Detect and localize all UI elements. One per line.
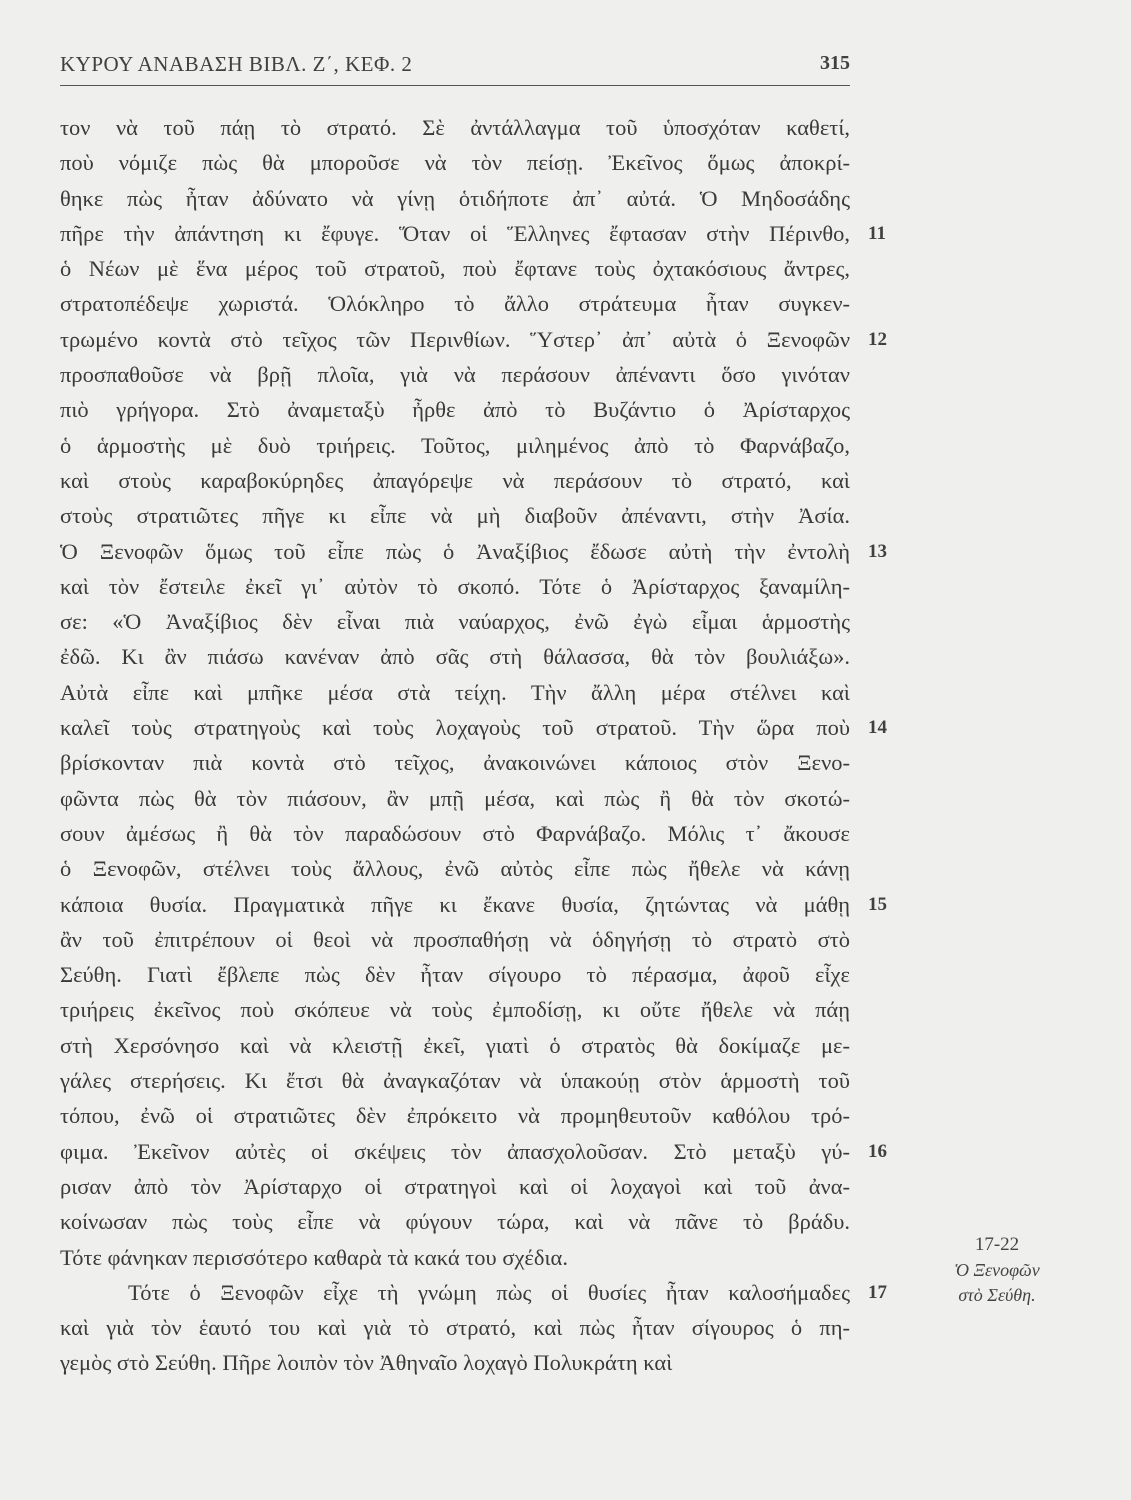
text-line: τόπου, ἐνῶ οἱ στρατιῶτες δὲν ἐπρόκειτο νὰ προμηθευτοῦν καθόλου τρό- (60, 1103, 850, 1129)
text-line: σε: «Ὁ Ἀναξίβιος δὲν εἶναι πιὰ ναύαρχος, ἐνῶ ἐγὼ εἶμαι ἁρμοστὴς (60, 609, 850, 635)
page-header (60, 52, 850, 84)
text-line: Τότε φάνηκαν περισσότερο καθαρὰ τὰ κακά του σχέδια. (60, 1244, 568, 1270)
sidenote-range: 17-22 (974, 1234, 1020, 1255)
text-line: ὁ ἁρμοστὴς μὲ δυὸ τριήρεις. Τοῦτος, μιλημένος ἀπὸ τὸ Φαρνάβαζο, (60, 432, 850, 458)
text-line: σουν ἀμέσως ἢ θὰ τὸν παραδώσουν στὸ Φαρνάβαζο. Μόλις τ᾽ ἄκουσε (60, 820, 850, 846)
text-line: ἂν τοῦ ἐπιτρέπουν οἱ θεοὶ νὰ προσπαθήσῃ νὰ ὁδηγήσῃ τὸ στρατὸ στὸ (60, 926, 850, 952)
section-number: 15 (868, 893, 887, 915)
text-line: βρίσκονταν πιὰ κοντὰ στὸ τεῖχος, ἀνακοινώνει κάποιος στὸν Ξενο- (60, 750, 850, 776)
text-line: θηκε πὼς ἦταν ἀδύνατο νὰ γίνῃ ὁτιδήποτε ἀπ᾽ αὐτά. Ὁ Μηδοσάδης (60, 185, 850, 211)
sidenote-title-line2: στὸ Σεύθη. (958, 1285, 1036, 1305)
text-line: στοὺς στρατιῶτες πῆγε κι εἶπε νὰ μὴ διαβοῦν ἀπέναντι, στὴν Ἀσία. (60, 503, 850, 529)
text-line: ποὺ νόμιζε πὼς θὰ μποροῦσε νὰ τὸν πείσῃ. Ἐκεῖνος ὅμως ἀποκρί- (60, 150, 850, 176)
section-number: 16 (868, 1140, 887, 1162)
text-line: προσπαθοῦσε νὰ βρῇ πλοῖα, γιὰ νὰ περάσουν ἀπέναντι ὅσο γινόταν (60, 362, 850, 388)
text-line: κάποια θυσία. Πραγματικὰ πῆγε κι ἔκανε θυσία, ζητώντας νὰ μάθῃ (60, 891, 850, 917)
text-line: ἐδῶ. Κι ἂν πιάσω κανέναν ἀπὸ σᾶς στὴ θάλασσα, θὰ τὸν βουλιάξω». (60, 644, 850, 670)
header-rule (60, 85, 850, 86)
text-line: Τότε ὁ Ξενοφῶν εἶχε τὴ γνώμη πὼς οἱ θυσίες ἦταν καλοσήμαδες (128, 1279, 850, 1305)
text-line: καὶ τὸν ἔστειλε ἐκεῖ γι᾽ αὐτὸν τὸ σκοπό. Τότε ὁ Ἀρίσταρχος ξαναμίλη- (60, 573, 850, 599)
text-line: φῶντα πὼς θὰ τὸν πιάσουν, ἂν μπῇ μέσα, καὶ πὼς ἢ θὰ τὸν σκοτώ- (60, 785, 850, 811)
sidenote (912, 1232, 1082, 1308)
text-line: τριήρεις ἐκεῖνος ποὺ σκόπευε νὰ τοὺς ἐμποδίσῃ, κι οὔτε ἤθελε νὰ πάῃ (60, 997, 850, 1023)
sidenote-title-line1: Ὁ Ξενοφῶν (954, 1260, 1040, 1280)
text-line: ὁ Νέων μὲ ἕνα μέρος τοῦ στρατοῦ, ποὺ ἔφτανε τοὺς ὀχτακόσιους ἄντρες, (60, 256, 850, 282)
section-number: 13 (868, 540, 887, 562)
text-line: στρατοπέδεψε χωριστά. Ὁλόκληρο τὸ ἄλλο στράτευμα ἦταν συγκεν- (60, 291, 850, 317)
text-line: κοίνωσαν πὼς τοὺς εἶπε νὰ φύγουν τώρα, καὶ νὰ πᾶνε τὸ βράδυ. (60, 1209, 850, 1235)
text-line: Σεύθη. Γιατὶ ἔβλεπε πὼς δὲν ἦταν σίγουρο τὸ πέρασμα, ἀφοῦ εἶχε (60, 962, 850, 988)
text-line: καὶ στοὺς καραβοκύρηδες ἀπαγόρεψε νὰ περάσουν τὸ στρατό, καὶ (60, 467, 850, 493)
text-line: Ὁ Ξενοφῶν ὅμως τοῦ εἶπε πὼς ὁ Ἀναξίβιος ἔδωσε αὐτὴ τὴν ἐντολὴ (60, 538, 850, 564)
text-line: γεμὸς στὸ Σεύθη. Πῆρε λοιπὸν τὸν Ἀθηναῖο λοχαγὸ Πολυκράτη καὶ (60, 1350, 673, 1376)
running-title: ΚΥΡΟΥ ΑΝΑΒΑΣΗ ΒΙΒΛ. Ζ΄, ΚΕΦ. 2 (60, 52, 413, 76)
text-line: ρισαν ἀπὸ τὸν Ἀρίσταρχο οἱ στρατηγοὶ καὶ οἱ λοχαγοὶ καὶ τοῦ ἀνα- (60, 1173, 850, 1199)
section-number: 17 (868, 1281, 887, 1303)
text-line: καλεῖ τοὺς στρατηγοὺς καὶ τοὺς λοχαγοὺς τοῦ στρατοῦ. Τὴν ὥρα ποὺ (60, 715, 850, 741)
text-line: Αὐτὰ εἶπε καὶ μπῆκε μέσα στὰ τείχη. Τὴν ἄλλη μέρα στέλνει καὶ (60, 679, 850, 705)
text-line: ὁ Ξενοφῶν, στέλνει τοὺς ἄλλους, ἐνῶ αὐτὸς εἶπε πὼς ἤθελε νὰ κάνῃ (60, 856, 850, 882)
page-number: 315 (820, 52, 850, 74)
text-line: στὴ Χερσόνησο καὶ νὰ κλειστῇ ἐκεῖ, γιατὶ ὁ στρατὸς θὰ δοκίμαζε με- (60, 1032, 850, 1058)
text-line: φιμα. Ἐκεῖνον αὐτὲς οἱ σκέψεις τὸν ἀπασχολοῦσαν. Στὸ μεταξὺ γύ- (60, 1138, 850, 1164)
text-line: πῆρε τὴν ἀπάντηση κι ἔφυγε. Ὅταν οἱ Ἕλληνες ἔφτασαν στὴν Πέρινθο, (60, 220, 850, 246)
text-line: καὶ γιὰ τὸν ἑαυτό του καὶ γιὰ τὸ στρατό, καὶ πὼς ἦταν σίγουρος ὁ πη- (60, 1315, 850, 1341)
body-text (60, 110, 850, 1381)
text-line: τον νὰ τοῦ πάῃ τὸ στρατό. Σὲ ἀντάλλαγμα τοῦ ὑποσχόταν καθετί, (60, 115, 850, 140)
section-number: 11 (868, 222, 886, 244)
section-number: 12 (868, 328, 887, 350)
text-line: γάλες στερήσεις. Κι ἔτσι θὰ ἀναγκαζόταν νὰ ὑπακούῃ στὸν ἁρμοστὴ τοῦ (60, 1068, 850, 1094)
text-line: τρωμένο κοντὰ στὸ τεῖχος τῶν Περινθίων. Ὕστερ᾽ ἀπ᾽ αὐτὰ ὁ Ξενοφῶν (60, 326, 850, 352)
text-line: πιὸ γρήγορα. Στὸ ἀναμεταξὺ ἦρθε ἀπὸ τὸ Βυζάντιο ὁ Ἀρίσταρχος (60, 397, 850, 423)
section-number: 14 (868, 717, 887, 739)
